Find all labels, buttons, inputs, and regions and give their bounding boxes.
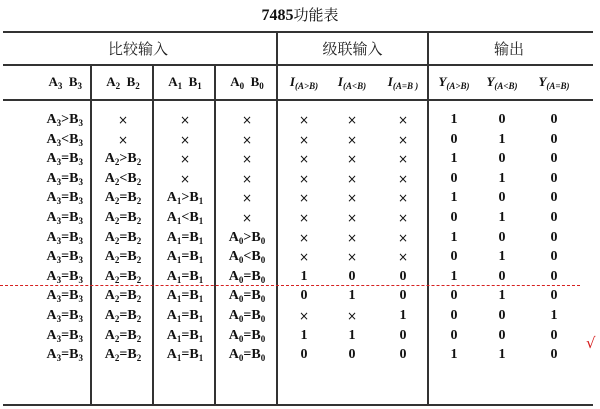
subscript: 0	[238, 314, 244, 324]
subscript: 3	[56, 333, 62, 344]
subscript: (A=B)	[546, 81, 570, 91]
column-header-c2: $A_1$ $B_1$	[168, 74, 202, 91]
cell-c0	[0, 345, 91, 365]
cell-c5: ×	[346, 250, 358, 265]
cell-c4: ×	[298, 250, 310, 265]
group-header-compare: 比较输入	[107, 40, 168, 58]
cell-c0	[0, 169, 91, 189]
cell-c7: 0	[450, 308, 458, 323]
cell-c7: 0	[450, 288, 458, 304]
cell-c3: $A_0<B_0$	[228, 249, 266, 266]
column-header-c9: $Y_{(A=B)}$	[538, 74, 570, 91]
cell-c9: 0	[550, 268, 558, 284]
cell-c6: 0	[399, 288, 407, 304]
subscript: 0	[239, 81, 245, 91]
table-row	[0, 228, 600, 248]
cell-c8: 0	[498, 190, 506, 206]
subscript: 2	[114, 196, 120, 207]
subscript: 2	[136, 314, 142, 324]
subscript: 1	[198, 314, 204, 324]
column-header-c6: $I_{(A=B )}$	[387, 74, 419, 91]
column-header-c1: $A_2$ $B_2$	[106, 74, 140, 91]
cell-c8: 0	[498, 151, 506, 167]
subscript: 0	[238, 353, 244, 364]
subscript: 3	[78, 294, 83, 305]
subscript: 3	[78, 333, 83, 344]
cell-c4: ×	[298, 152, 310, 167]
subscript: 0	[259, 81, 264, 91]
subscript: 1	[176, 294, 182, 305]
cell-c1: ×	[117, 113, 129, 127]
subscript: 3	[56, 137, 62, 148]
column-header-c7: $Y_{(A>B)}$	[438, 74, 470, 91]
cell-c1: $A_2=B_2$	[104, 210, 142, 226]
cell-c4: ×	[298, 132, 310, 147]
subscript: 3	[77, 81, 82, 91]
table-row	[0, 208, 600, 228]
comparison-expr: $A_3<B_3$	[46, 131, 83, 148]
cell-c0	[0, 208, 91, 228]
cell-c6: 0	[399, 327, 407, 343]
subscript: 3	[56, 353, 62, 364]
subscript: 3	[56, 314, 62, 324]
cell-c8: 0	[498, 268, 506, 284]
cell-c0	[0, 267, 91, 287]
checkmark-annotation: √	[586, 334, 596, 352]
cell-c6: 0	[399, 347, 407, 363]
subscript: 0	[260, 235, 266, 246]
table-row	[0, 169, 600, 189]
cell-c3: $A_0=B_0$	[228, 288, 266, 305]
subscript: 3	[78, 157, 83, 168]
cell-c8: 1	[498, 170, 506, 186]
cell-c9: 0	[550, 170, 558, 186]
cell-c1: $A_2=B_2$	[104, 268, 142, 285]
cell-c6: ×	[397, 152, 409, 167]
cell-c3: ×	[241, 211, 253, 225]
cell-c4: 0	[300, 347, 308, 363]
cell-c2: $A_1=B_1$	[166, 288, 204, 305]
subscript: (A<B)	[342, 81, 367, 91]
cell-c6: ×	[397, 230, 409, 245]
comparison-expr: $A_3=B_3$	[46, 347, 83, 364]
cell-c4: 1	[300, 268, 308, 284]
cell-c6: ×	[397, 211, 409, 225]
comparison-expr: $A_3=B_3$	[46, 288, 83, 305]
cell-c4: 1	[300, 327, 308, 343]
subscript: 2	[115, 81, 121, 91]
subscript: 1	[198, 274, 204, 285]
subscript: 1	[176, 274, 182, 285]
cell-c3: ×	[241, 152, 253, 167]
cell-c6: ×	[397, 250, 409, 265]
cell-c3: $A_0=B_0$	[228, 268, 266, 285]
subscript: 3	[78, 176, 83, 187]
subscript: 2	[114, 157, 120, 168]
cell-c7: 1	[450, 347, 458, 363]
subscript: 2	[136, 196, 142, 207]
subscript: 1	[198, 294, 204, 305]
subscript: 3	[56, 255, 62, 266]
cell-c6: ×	[397, 191, 409, 206]
comparison-expr: $A_3=B_3$	[46, 151, 83, 168]
subscript: 0	[238, 333, 244, 344]
cell-c8: 0	[498, 112, 506, 127]
cell-c8: 1	[498, 288, 506, 304]
cell-c9: 0	[550, 190, 558, 206]
table-title	[0, 4, 600, 25]
subscript: 0	[260, 274, 266, 285]
subscript: 1	[176, 196, 182, 207]
cell-c5: 0	[348, 347, 356, 363]
subscript: (A=B )	[392, 81, 419, 91]
cell-c0	[0, 306, 91, 326]
cell-c0	[0, 149, 91, 169]
subscript: 1	[177, 81, 183, 91]
cell-c5: 0	[348, 268, 356, 284]
cell-c2: $A_1=B_1$	[166, 347, 204, 364]
subscript: 1	[176, 216, 182, 226]
subscript: (A>B)	[446, 81, 470, 91]
cell-c1: $A_2>B_2$	[104, 151, 142, 168]
subscript: 1	[198, 235, 204, 246]
subscript: 2	[114, 314, 120, 324]
cell-c0	[0, 326, 91, 346]
cell-c4: 0	[300, 288, 308, 304]
subscript: 0	[260, 333, 266, 344]
subscript: 1	[176, 353, 182, 364]
table-row	[0, 286, 600, 306]
subscript: 2	[135, 81, 140, 91]
table-row	[0, 306, 600, 326]
cell-c0	[0, 286, 91, 306]
cell-c6: 0	[399, 268, 407, 284]
cell-c2: $A_1<B_1$	[166, 210, 204, 226]
cell-c1: $A_2<B_2$	[104, 170, 142, 187]
subscript: 3	[78, 235, 83, 246]
cell-c9: 0	[550, 210, 558, 225]
cell-c6: 1	[399, 308, 407, 323]
subscript: 3	[78, 196, 83, 207]
cell-c0	[0, 247, 91, 267]
dashed-divider	[0, 285, 580, 286]
table-row	[0, 326, 600, 346]
cell-c7: 1	[450, 268, 458, 284]
subscript: 3	[57, 81, 63, 91]
subscript: 3	[78, 274, 83, 285]
cell-c3: ×	[241, 171, 253, 186]
subscript: 2	[136, 294, 142, 305]
cell-c9: 0	[550, 347, 558, 363]
cell-c0	[0, 130, 91, 150]
cell-c8: 1	[498, 249, 506, 265]
subscript: 2	[136, 255, 142, 266]
cell-c5: 1	[348, 327, 356, 343]
cell-c5: ×	[346, 309, 358, 323]
cell-c2: $A_1=B_1$	[166, 268, 204, 285]
cell-c7: 1	[450, 112, 458, 127]
cell-c8: 1	[498, 347, 506, 363]
subscript: 1	[198, 255, 204, 266]
cell-c5: ×	[346, 152, 358, 167]
subscript: 3	[56, 294, 62, 305]
subscript: 0	[238, 274, 244, 285]
cell-c4: ×	[298, 191, 310, 206]
cell-c1: $A_2=B_2$	[104, 327, 142, 344]
cell-c1: ×	[117, 132, 129, 147]
group-header-output: 输出	[493, 40, 524, 58]
subscript: 2	[136, 235, 142, 246]
cell-c0	[0, 228, 91, 248]
subscript: 1	[176, 314, 182, 324]
cell-c1: $A_2=B_2$	[104, 288, 142, 305]
cell-c3: $A_0=B_0$	[228, 327, 266, 344]
comparison-expr: $A_3=B_3$	[46, 249, 83, 266]
cell-c8: 0	[498, 308, 506, 323]
subscript: 3	[56, 157, 62, 168]
subscript: 2	[136, 157, 142, 168]
comparison-expr: $A_3=B_3$	[46, 190, 83, 207]
table-row	[0, 110, 600, 130]
cell-c9: 0	[550, 131, 558, 147]
subscript: 1	[176, 333, 182, 344]
subscript: 1	[197, 81, 202, 91]
cell-c4: ×	[298, 171, 310, 186]
cell-c2: $A_1=B_1$	[166, 229, 204, 246]
table-row	[0, 149, 600, 169]
cell-c5: ×	[346, 132, 358, 147]
subscript: 2	[114, 216, 120, 226]
subscript: 3	[56, 196, 62, 207]
cell-c2: $A_1=B_1$	[166, 327, 204, 344]
cell-c3: ×	[241, 132, 253, 147]
subscript: 3	[56, 176, 62, 187]
cell-c2: ×	[179, 113, 191, 127]
cell-c4: ×	[298, 211, 310, 225]
cell-c9: 0	[550, 229, 558, 245]
cell-c1: $A_2=B_2$	[104, 229, 142, 246]
cell-c3: $A_0=B_0$	[228, 347, 266, 364]
subscript: 2	[136, 353, 142, 364]
cell-c3: ×	[241, 191, 253, 206]
subscript: 0	[260, 314, 266, 324]
cell-c7: 1	[450, 190, 458, 206]
cell-c7: 1	[450, 229, 458, 245]
subscript: 1	[198, 353, 204, 364]
cell-c5: ×	[346, 171, 358, 186]
table-row	[0, 267, 600, 287]
subscript: 0	[238, 235, 244, 246]
comparison-expr: $A_3>B_3$	[46, 112, 83, 128]
cell-c2: $A_1=B_1$	[166, 249, 204, 266]
subscript: 2	[114, 274, 120, 285]
comparison-expr: $A_3=B_3$	[46, 268, 83, 285]
subscript: 3	[56, 274, 62, 285]
subscript: 0	[260, 294, 266, 305]
subscript: 1	[198, 216, 204, 226]
cell-c1: $A_2=B_2$	[104, 190, 142, 207]
cell-c2: ×	[179, 171, 191, 186]
cell-c1: $A_2=B_2$	[104, 308, 142, 324]
cell-c0	[0, 110, 91, 130]
cell-c9: 0	[550, 151, 558, 167]
subscript: 1	[198, 196, 204, 207]
cell-c6: ×	[397, 113, 409, 127]
subscript: (A<B)	[494, 81, 518, 91]
subscript: 3	[56, 118, 62, 128]
cell-c9: 0	[550, 249, 558, 265]
cell-c9: 0	[550, 288, 558, 304]
cell-c2: $A_1=B_1$	[166, 308, 204, 324]
cell-c8: 0	[498, 229, 506, 245]
subscript: 2	[136, 274, 142, 285]
cell-c8: 0	[498, 327, 506, 343]
table-row	[0, 188, 600, 208]
subscript: 3	[78, 216, 83, 226]
subscript: 2	[136, 333, 142, 344]
subscript: 3	[56, 235, 62, 246]
subscript: 0	[238, 255, 244, 266]
subscript: 2	[114, 176, 120, 187]
title-text: 功能表	[293, 6, 339, 24]
cell-c9: 0	[550, 327, 558, 343]
subscript: 0	[238, 294, 244, 305]
column-header-c8: $Y_{(A<B)}$	[486, 74, 518, 91]
subscript: 1	[176, 235, 182, 246]
cell-c2: ×	[179, 132, 191, 147]
subscript: 3	[78, 255, 83, 266]
cell-c5: ×	[346, 211, 358, 225]
cell-c3: $A_0>B_0$	[228, 229, 266, 246]
cell-c3: $A_0=B_0$	[228, 308, 266, 324]
comparison-expr: $A_3=B_3$	[46, 210, 83, 226]
subscript: 2	[136, 176, 142, 187]
subscript: 3	[78, 353, 83, 364]
cell-c9: 0	[550, 112, 558, 127]
comparison-expr: $A_3=B_3$	[46, 308, 83, 324]
table-row	[0, 247, 600, 267]
cell-c8: 1	[498, 210, 506, 225]
cell-c2: ×	[179, 152, 191, 167]
cell-c3: ×	[241, 113, 253, 127]
cell-c7: 0	[450, 327, 458, 343]
subscript: 2	[114, 235, 120, 246]
cell-c5: ×	[346, 191, 358, 206]
subscript: 1	[176, 255, 182, 266]
column-header-c0: $A_3$ $B_3$	[48, 74, 82, 91]
comparison-expr: $A_3=B_3$	[46, 327, 83, 344]
cell-c4: ×	[298, 230, 310, 245]
subscript: 1	[198, 333, 204, 344]
cell-c1: $A_2=B_2$	[104, 249, 142, 266]
subscript: 0	[260, 255, 266, 266]
group-header-cascade: 级联输入	[322, 40, 383, 58]
cell-c7: 1	[450, 151, 458, 167]
column-header-c5: $I_{(A<B)}$	[337, 74, 367, 91]
cell-c7: 0	[450, 131, 458, 147]
cell-c4: ×	[298, 309, 310, 323]
title-chip-number: 7485	[261, 7, 294, 24]
cell-c5: ×	[346, 113, 358, 127]
subscript: 3	[56, 216, 62, 226]
cell-c5: ×	[346, 230, 358, 245]
top-rule	[3, 31, 593, 33]
cell-c6: ×	[397, 132, 409, 147]
subscript: 3	[78, 137, 83, 148]
cell-c2: $A_1>B_1$	[166, 190, 204, 207]
comparison-expr: $A_3=B_3$	[46, 170, 83, 187]
subscript: 2	[136, 216, 142, 226]
subscript: (A>B)	[294, 81, 319, 91]
table-row	[0, 130, 600, 150]
cell-c1: $A_2=B_2$	[104, 347, 142, 364]
cell-c0	[0, 188, 91, 208]
column-header-c3: $A_0$ $B_0$	[230, 74, 264, 91]
cell-c8: 1	[498, 131, 506, 147]
subscript: 2	[114, 294, 120, 305]
subscript: 3	[78, 314, 83, 324]
subscript: 0	[260, 353, 266, 364]
subscript: 2	[114, 255, 120, 266]
column-header-c4: $I_{(A>B)}$	[289, 74, 319, 91]
cell-c5: 1	[348, 288, 356, 304]
cell-c7: 0	[450, 170, 458, 186]
subscript: 3	[78, 118, 83, 128]
cell-c4: ×	[298, 113, 310, 127]
subscript: 2	[114, 353, 120, 364]
cell-c7: 0	[450, 249, 458, 265]
cell-c7: 0	[450, 210, 458, 225]
cell-c6: ×	[397, 171, 409, 186]
comparison-expr: $A_3=B_3$	[46, 229, 83, 246]
cell-c9: 1	[550, 308, 558, 323]
table-row	[0, 345, 600, 365]
subscript: 2	[114, 333, 120, 344]
